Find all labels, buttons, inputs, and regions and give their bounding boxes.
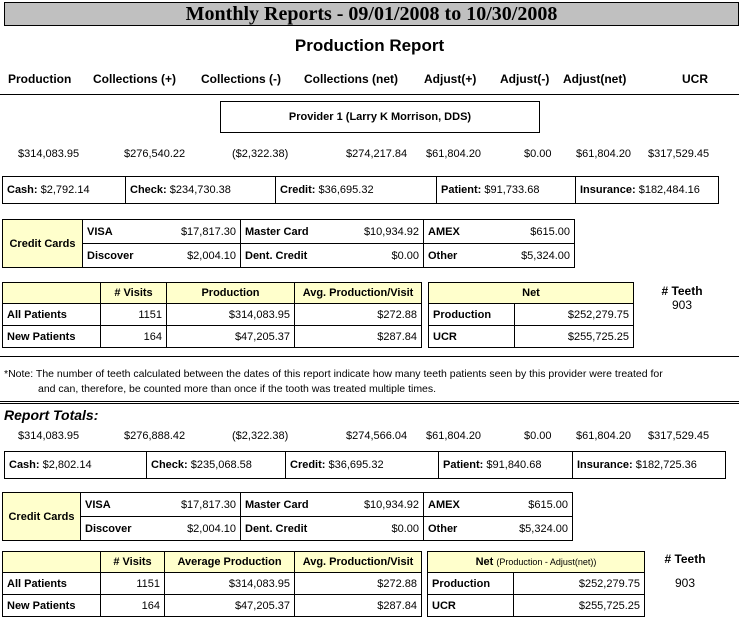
- value-adjust-net: $61,804.20: [576, 148, 632, 160]
- teeth-label: # Teeth: [661, 284, 703, 298]
- col-header-ucr: UCR: [682, 72, 708, 86]
- visa-cell: VISA $17,817.30: [81, 493, 241, 517]
- net-header: Net: [429, 283, 634, 304]
- dent-credit-cell: Dent. Credit $0.00: [241, 244, 424, 268]
- value-collections-net: $274,217.84: [346, 148, 408, 160]
- amex-cell: AMEX $615.00: [424, 220, 575, 244]
- credit-cards-title: Credit Cards: [3, 493, 81, 541]
- value-collections-plus: $276,540.22: [124, 148, 186, 160]
- value-collections-minus: ($2,322.38): [232, 148, 289, 160]
- total-collections-plus: $276,888.42: [124, 430, 186, 442]
- col-header-adjust-net: Adjust(net): [563, 72, 627, 86]
- value-ucr: $317,529.45: [648, 148, 710, 160]
- provider-values-row: [0, 148, 739, 162]
- provider-visits-table: [2, 282, 422, 348]
- cash-cell: Cash: $2,802.14: [5, 452, 147, 478]
- totals-visits-table: [2, 551, 422, 617]
- net-header-note: (Production - Adjust(net)): [496, 557, 597, 567]
- teeth-value: 903: [671, 298, 693, 312]
- table-row: UCR $255,725.25: [429, 326, 634, 348]
- totals-teeth: [655, 552, 715, 590]
- visits-header-production: Production: [167, 283, 295, 304]
- visa-cell: VISA $17,817.30: [83, 220, 241, 244]
- report-subtitle: Production Report: [294, 36, 445, 55]
- report-title: Monthly Reports - 09/01/2008 to 10/30/2008: [4, 2, 739, 26]
- value-adjust-minus: $0.00: [524, 148, 552, 160]
- teeth-label: # Teeth: [664, 552, 706, 566]
- col-header-collections-plus: Collections (+): [93, 72, 177, 86]
- totals-payment-breakdown: [4, 451, 726, 479]
- divider: [0, 356, 739, 357]
- table-row: All Patients 1151 $314,083.95 $272.88: [3, 304, 422, 326]
- totals-title: Report Totals:: [4, 407, 99, 423]
- col-header-collections-minus: Collections (-): [201, 72, 281, 86]
- mastercard-cell: Master Card $10,934.92: [241, 220, 424, 244]
- table-row: Production $252,279.75: [428, 573, 645, 595]
- visits-header-production: Average Production: [165, 552, 295, 573]
- visits-corner: [3, 283, 101, 304]
- table-row: New Patients 164 $47,205.37 $287.84: [3, 326, 422, 348]
- value-adjust-plus: $61,804.20: [426, 148, 482, 160]
- check-cell: Check: $234,730.38: [126, 177, 276, 203]
- insurance-cell: Insurance: $182,484.16: [580, 184, 700, 196]
- totals-values-row: [0, 430, 739, 444]
- total-ucr: $317,529.45: [648, 430, 710, 442]
- patient-cell: Patient: $91,733.68: [437, 177, 576, 203]
- table-row: All Patients 1151 $314,083.95 $272.88: [3, 573, 422, 595]
- col-header-adjust-plus: Adjust(+): [424, 72, 477, 86]
- total-collections-minus: ($2,322.38): [232, 430, 289, 442]
- visits-header-count: # Visits: [101, 552, 165, 573]
- totals-divider: [0, 401, 739, 405]
- visits-header-count: # Visits: [101, 283, 167, 304]
- credit-cards-title: Credit Cards: [3, 220, 83, 268]
- total-adjust-plus: $61,804.20: [426, 430, 482, 442]
- credit-cell: Credit: $36,695.32: [286, 452, 439, 478]
- provider-teeth: [652, 284, 712, 312]
- amex-cell: AMEX $615.00: [424, 493, 573, 517]
- value-production: $314,083.95: [18, 148, 80, 160]
- mastercard-cell: Master Card $10,934.92: [241, 493, 424, 517]
- discover-cell: Discover $2,004.10: [81, 517, 241, 541]
- teeth-note: *Note: The number of teeth calculated between the dates of this report indicate how many teeth patients seen by this provider were treated for and can, therefore, be counted more than once if the tooth was treated multiple times.: [4, 368, 663, 395]
- divider: [0, 94, 739, 95]
- dent-credit-cell: Dent. Credit $0.00: [241, 517, 424, 541]
- cash-cell: Cash: $2,792.14: [3, 177, 126, 203]
- other-cell: Other $5,324.00: [424, 517, 573, 541]
- other-cell: Other $5,324.00: [424, 244, 575, 268]
- provider-net-table: [428, 282, 634, 348]
- table-row: New Patients 164 $47,205.37 $287.84: [3, 595, 422, 617]
- total-production: $314,083.95: [18, 430, 80, 442]
- patient-cell: Patient: $91,840.68: [439, 452, 573, 478]
- table-row: Production $252,279.75: [429, 304, 634, 326]
- teeth-value: 903: [674, 576, 696, 590]
- provider-name: Provider 1 (Larry K Morrison, DDS): [220, 101, 540, 133]
- column-headers: [0, 72, 739, 90]
- col-header-collections-net: Collections (net): [304, 72, 399, 86]
- totals-net-table: [427, 551, 645, 617]
- table-row: UCR $255,725.25: [428, 595, 645, 617]
- check-cell: Check: $235,068.58: [147, 452, 286, 478]
- visits-header-avg: Avg. Production/Visit: [295, 552, 422, 573]
- total-adjust-net: $61,804.20: [576, 430, 632, 442]
- visits-header-avg: Avg. Production/Visit: [295, 283, 422, 304]
- net-header: Net (Production - Adjust(net)): [428, 552, 645, 573]
- provider-payment-breakdown: [2, 176, 719, 204]
- discover-cell: Discover $2,004.10: [83, 244, 241, 268]
- totals-credit-cards-table: [2, 492, 573, 541]
- col-header-adjust-minus: Adjust(-): [500, 72, 550, 86]
- credit-cell: Credit: $36,695.32: [276, 177, 437, 203]
- visits-corner: [3, 552, 101, 573]
- total-collections-net: $274,566.04: [346, 430, 408, 442]
- provider-credit-cards-table: [2, 219, 575, 268]
- total-adjust-minus: $0.00: [524, 430, 552, 442]
- insurance-cell: Insurance: $182,725.36: [577, 459, 697, 471]
- col-header-production: Production: [8, 72, 72, 86]
